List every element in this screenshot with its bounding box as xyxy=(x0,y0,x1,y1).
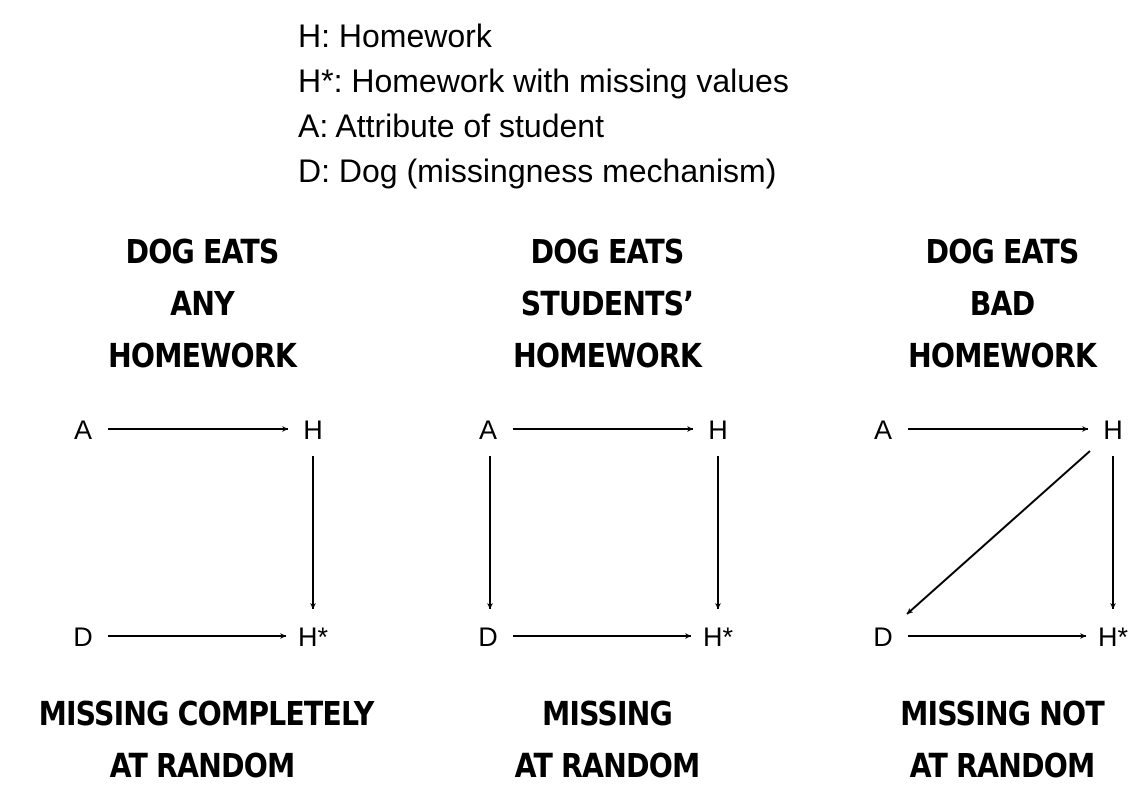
legend-item-homework: H: Homework xyxy=(298,18,492,54)
node-h: H xyxy=(708,415,728,445)
causal-graph-3 xyxy=(873,415,1128,652)
causal-graph-1 xyxy=(73,415,328,652)
edge-h-to-d xyxy=(907,451,1090,614)
panel-caption-line: AT RANDOM xyxy=(514,746,700,785)
panel-caption-line: AT RANDOM xyxy=(109,746,295,785)
panel-caption-line: MISSING xyxy=(542,694,672,733)
panel-title-line: BAD xyxy=(969,284,1035,323)
node-hstar: H* xyxy=(297,622,329,652)
panel-title-line: HOMEWORK xyxy=(513,336,701,375)
node-d: D xyxy=(73,622,93,652)
node-a: A xyxy=(873,415,893,445)
node-hstar: H* xyxy=(1097,622,1129,652)
node-a: A xyxy=(73,415,93,445)
node-h: H xyxy=(303,415,323,445)
legend-item-dog: D: Dog (missingness mechanism) xyxy=(298,153,777,189)
panel-caption-line: AT RANDOM xyxy=(909,746,1095,785)
node-a: A xyxy=(478,415,498,445)
panel-title-line: DOG EATS xyxy=(925,232,1079,271)
node-d: D xyxy=(478,622,498,652)
node-h: H xyxy=(1103,415,1123,445)
panel-caption-line: MISSING COMPLETELY xyxy=(38,694,374,733)
panel-title-line: DOG EATS xyxy=(530,232,684,271)
panel-title-line: DOG EATS xyxy=(125,232,279,271)
panel-title-line: HOMEWORK xyxy=(108,336,296,375)
panel-caption-line: MISSING NOT xyxy=(900,694,1104,733)
node-hstar: H* xyxy=(702,622,734,652)
panel-title-line: HOMEWORK xyxy=(908,336,1096,375)
node-d: D xyxy=(873,622,893,652)
legend-item-attribute: A: Attribute of student xyxy=(298,108,604,144)
panel-title-line: STUDENTS’ xyxy=(520,284,694,323)
causal-graph-2 xyxy=(478,415,733,652)
panel-title-line: ANY xyxy=(170,284,234,323)
legend-item-homework-missing: H*: Homework with missing values xyxy=(298,63,789,99)
